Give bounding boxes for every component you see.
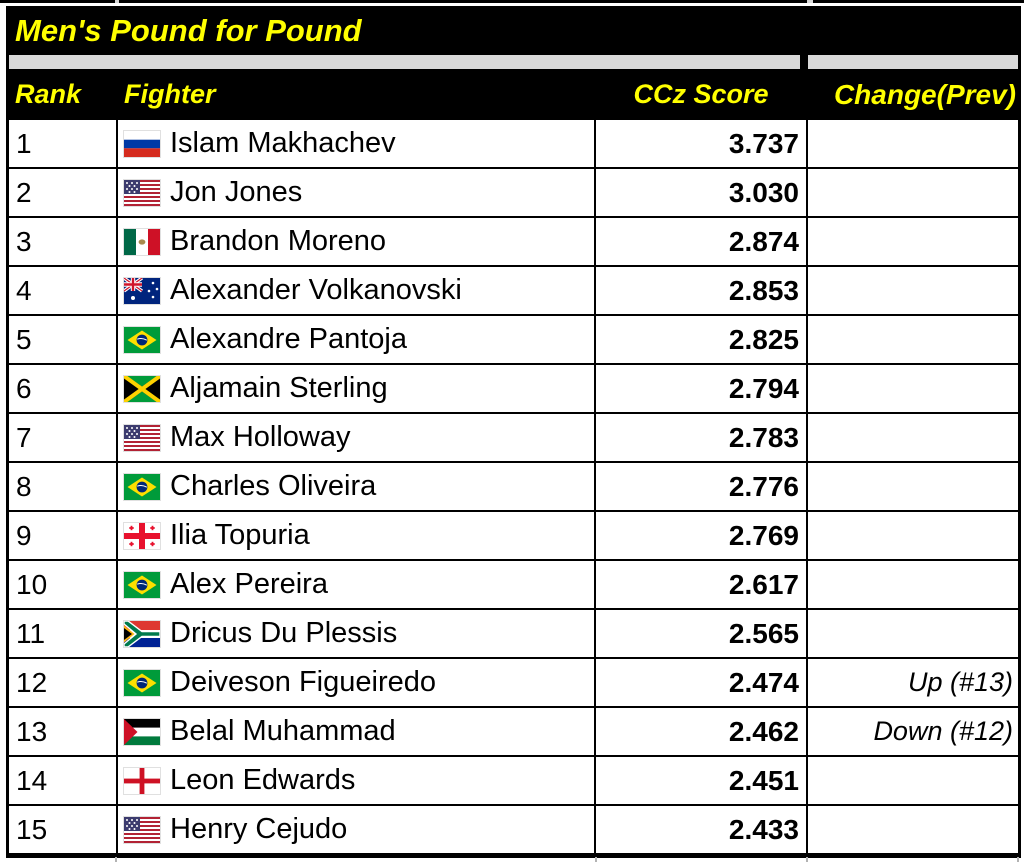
fighter-cell (118, 757, 594, 804)
fighter-name: Islam Makhachev (170, 127, 396, 159)
palestine-flag-icon (124, 719, 160, 745)
gridline-tick (595, 857, 597, 862)
fighter-cell (118, 463, 594, 510)
gridline-notch (807, 0, 813, 3)
rank-cell: 7 (9, 414, 116, 461)
change-cell: Up (#13) (808, 659, 1018, 706)
gridline-tick (806, 857, 808, 862)
column-header-rank: Rank (9, 71, 116, 118)
england-flag-icon (124, 768, 160, 794)
australia-flag-icon (124, 278, 160, 304)
fighter-cell (118, 512, 594, 559)
score-cell: 2.462 (596, 708, 806, 755)
fighter-cell (118, 169, 594, 216)
united-states-flag-icon (124, 425, 160, 451)
score-cell: 3.737 (596, 120, 806, 167)
mexico-flag-icon (124, 229, 160, 255)
united-states-flag-icon (124, 180, 160, 206)
fighter-cell (118, 365, 594, 412)
fighter-name: Max Holloway (170, 421, 351, 453)
fighter-name: Jon Jones (170, 176, 303, 208)
fighter-name: Alexandre Pantoja (170, 323, 407, 355)
fighter-name: Deiveson Figueiredo (170, 666, 436, 698)
georgia-flag-icon (124, 523, 160, 549)
change-cell (808, 806, 1018, 853)
rank-cell: 10 (9, 561, 116, 608)
separator-band-left (9, 55, 806, 69)
change-cell (808, 757, 1018, 804)
separator-band-right (808, 55, 1018, 69)
score-cell: 2.825 (596, 316, 806, 363)
rank-cell: 1 (9, 120, 116, 167)
column-header-change: Change(Prev) (808, 71, 1018, 118)
rankings-table (6, 6, 1021, 858)
score-cell: 2.794 (596, 365, 806, 412)
brazil-flag-icon (124, 327, 160, 353)
change-cell: Down (#12) (808, 708, 1018, 755)
fighter-name: Dricus Du Plessis (170, 617, 398, 649)
rank-cell: 6 (9, 365, 116, 412)
united-states-flag-icon (124, 817, 160, 843)
score-cell: 2.783 (596, 414, 806, 461)
gridline-notch (115, 0, 119, 3)
score-cell: 2.769 (596, 512, 806, 559)
change-cell (808, 610, 1018, 657)
fighter-cell (118, 806, 594, 853)
change-cell (808, 365, 1018, 412)
change-cell (808, 512, 1018, 559)
fighter-cell (118, 120, 594, 167)
fighter-cell (118, 414, 594, 461)
gridline-tick (1017, 857, 1019, 862)
score-cell: 2.874 (596, 218, 806, 265)
top-gridline-strip (0, 0, 1024, 3)
rank-cell: 2 (9, 169, 116, 216)
fighter-name: Ilia Topuria (170, 519, 310, 551)
score-cell: 2.565 (596, 610, 806, 657)
score-cell: 2.617 (596, 561, 806, 608)
score-cell: 2.853 (596, 267, 806, 314)
brazil-flag-icon (124, 572, 160, 598)
score-cell: 2.474 (596, 659, 806, 706)
change-cell (808, 463, 1018, 510)
change-cell (808, 316, 1018, 363)
rank-cell: 15 (9, 806, 116, 853)
fighter-cell (118, 610, 594, 657)
rank-cell: 11 (9, 610, 116, 657)
score-cell: 3.030 (596, 169, 806, 216)
fighter-cell (118, 267, 594, 314)
change-cell (808, 561, 1018, 608)
fighter-cell (118, 218, 594, 265)
change-cell (808, 120, 1018, 167)
south-africa-flag-icon (124, 621, 160, 647)
rank-cell: 8 (9, 463, 116, 510)
rank-cell: 13 (9, 708, 116, 755)
change-cell (808, 218, 1018, 265)
fighter-cell (118, 316, 594, 363)
table-title: Men's Pound for Pound (9, 9, 1018, 53)
change-cell (808, 267, 1018, 314)
russia-flag-icon (124, 131, 160, 157)
score-cell: 2.776 (596, 463, 806, 510)
rank-cell: 4 (9, 267, 116, 314)
rank-cell: 9 (9, 512, 116, 559)
column-header-score: CCz Score (596, 71, 806, 118)
fighter-name: Brandon Moreno (170, 225, 387, 257)
fighter-name: Alexander Volkanovski (170, 274, 462, 306)
brazil-flag-icon (124, 670, 160, 696)
fighter-name: Alex Pereira (170, 568, 328, 600)
fighter-name: Charles Oliveira (170, 470, 377, 502)
column-header-fighter: Fighter (118, 71, 594, 118)
fighter-cell (118, 561, 594, 608)
fighter-name: Leon Edwards (170, 764, 356, 796)
fighter-cell (118, 708, 594, 755)
gridline-tick (115, 857, 117, 862)
change-cell (808, 169, 1018, 216)
fighter-name: Henry Cejudo (170, 813, 348, 845)
fighter-name: Aljamain Sterling (170, 372, 388, 404)
change-cell (808, 414, 1018, 461)
rank-cell: 14 (9, 757, 116, 804)
rank-cell: 5 (9, 316, 116, 363)
score-cell: 2.433 (596, 806, 806, 853)
brazil-flag-icon (124, 474, 160, 500)
fighter-name: Belal Muhammad (170, 715, 396, 747)
fighter-cell (118, 659, 594, 706)
rank-cell: 12 (9, 659, 116, 706)
rank-cell: 3 (9, 218, 116, 265)
jamaica-flag-icon (124, 376, 160, 402)
score-cell: 2.451 (596, 757, 806, 804)
